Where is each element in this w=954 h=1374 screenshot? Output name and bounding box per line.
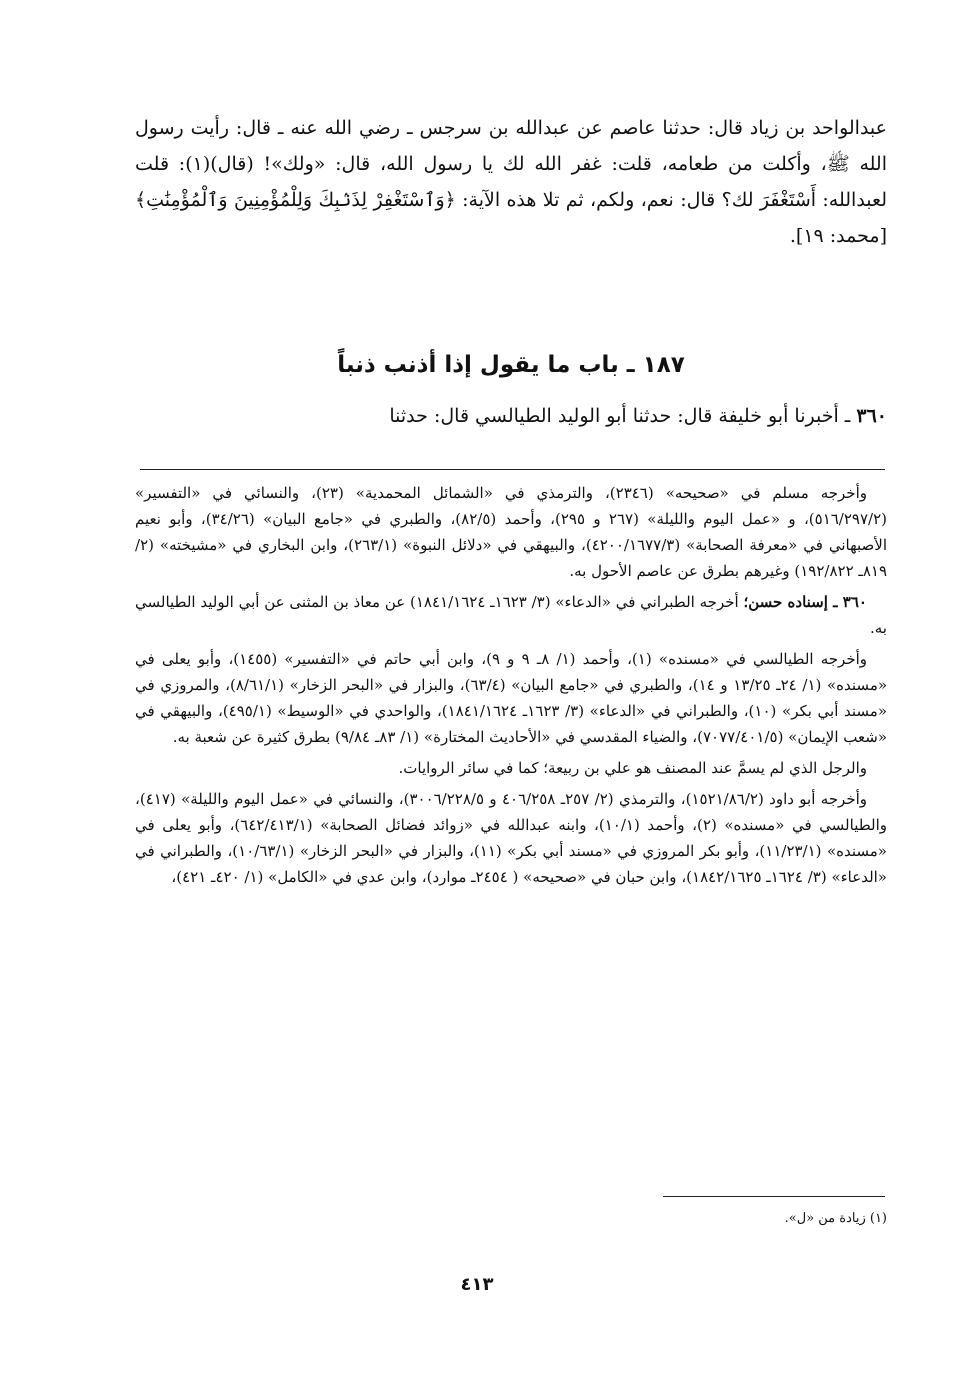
note-hadith-number: ٣٦٠: [842, 593, 867, 611]
footnote: (١) زيادة من «ل».: [784, 1211, 887, 1226]
hadith-text: ـ أخبرنا أبو خليفة قال: حدثنا أبو الوليد الطيالسي قال: حدثنا: [389, 405, 857, 427]
note-paragraph: وأخرجه مسلم في «صحيحه» (٢٣٤٦)، والترمذي في «الشمائل المحمدية» (٢٣)، والنسائي في «التفسير» (٥١٦/٢٩٧/٢)، و «عمل اليوم والليلة» (٢٦٧ و ٢٩٥)، وأحمد (٨٢/٥)، والطبري في «جامع البيان» (٣٤/٢٦)، وأبو نعيم الأصبهاني في «معرفة الصحابة» (٤٢٠٠/١٦٧٧/٣)، والبيهقي في «دلائل النبوة» (٢٦٣/١)، وابن البخاري في «مشيخته» (٢/ ٨١٩ـ ١٩٢/٨٢٢) وغيرهم بطرق عن عاصم الأحول به.: [135, 484, 888, 580]
page-number: ٤١٣: [460, 1274, 494, 1295]
note-paragraph: [135, 589, 887, 641]
notes-section: [135, 480, 887, 895]
note-text: أخرجه الطبراني في «الدعاء» (٣/ ١٦٢٣ـ ١٨٤١/١٦٢٤) عن معاذ بن المثنى عن أبي الوليد الطيالسي به.: [135, 593, 887, 637]
note-paragraph: والرجل الذي لم يسمَّ عند المصنف هو علي بن ربيعة؛ كما في سائر الروايات.: [398, 759, 867, 777]
main-paragraph: عبدالواحد بن زياد قال: حدثنا عاصم عن عبدالله بن سرجس ـ رضي الله عنه ـ قال: رأيت رسول الله ﷺ، وأكلت من طعامه، قلت: غفر الله لك يا رسول الله، قال: «ولك»! (قال)(١): قلت لعبدالله: أَسْتَغْفَرَ لك؟ قال: نعم، ولكم، ثم تلا هذه الآية: ﴿وَٱسْتَغْفِرْ لِذَنۢبِكَ وَلِلْمُؤْمِنِينَ وَٱلْمُؤْمِنَٰتِ﴾ [محمد: ١٩].: [135, 117, 887, 247]
chapter-heading: ١٨٧ ـ باب ما يقول إذا أذنب ذنباً: [337, 352, 685, 378]
note-paragraph: وأخرجه أبو داود (١٥٢١/٨٦/٢)، والترمذي (٢/ ٢٥٧ـ ٤٠٦/٢٥٨ و ٣٠٠٦/٢٢٨/٥)، والنسائي في «عمل اليوم والليلة» (٤١٧)، والطيالسي في «مسنده» (٢)، وأحمد (١٠/١)، وابنه عبدالله في «زوائد فضائل الصحابة» (٦٤٢/٤١٣/١)، وأبو يعلى في «مسنده» (١١/٢٣/١)، وأبو بكر المروزي في «مسند أبي بكر» (١١)، والبزار في «البحر الزخار» (١٠/٦٣/١)، والطبراني في «الدعاء» (٣/ ١٦٢٤ـ ١٨٤٢/١٦٢٥)، وابن حبان في «صحيحه» ( ٢٤٥٤ـ موارد)، وابن عدي في «الكامل» (١/ ٤٢٠ـ ٤٢١)،: [135, 790, 888, 886]
notes-divider: [140, 469, 885, 470]
main-text: [135, 110, 887, 254]
footnote-divider: [663, 1196, 885, 1197]
hadith-line: [135, 398, 887, 434]
note-paragraph: وأخرجه الطيالسي في «مسنده» (١)، وأحمد (١/ ٨ـ ٩ و ٩)، وابن أبي حاتم في «التفسير» (١٤٥٥)، وأبو يعلى في «مسنده» (١/ ٢٤ـ ١٣/٢٥ و ١٤)، والطبري في «جامع البيان» (٦٣/٤)، والبزار في «البحر الزخار» (٨/٦١/١)، والمروزي في «مسند أبي بكر» (١٠)، والطبراني في «الدعاء» (٣/ ١٦٢٣ـ ١٨٤١/١٦٢٤)، والواحدي في «الوسيط» (٤٩٥/١)، والبيهقي في «شعب الإيمان» (٧٠٧٧/٤٠١/٥)، والضياء المقدسي في «الأحاديث المختارة» (١/ ٨٣ـ ٩/٨٤) بطرق كثيرة عن شعبة به.: [135, 650, 888, 746]
hadith-number: ٣٦٠: [856, 405, 887, 427]
note-grading: ـ إسناده حسن؛: [743, 593, 843, 611]
